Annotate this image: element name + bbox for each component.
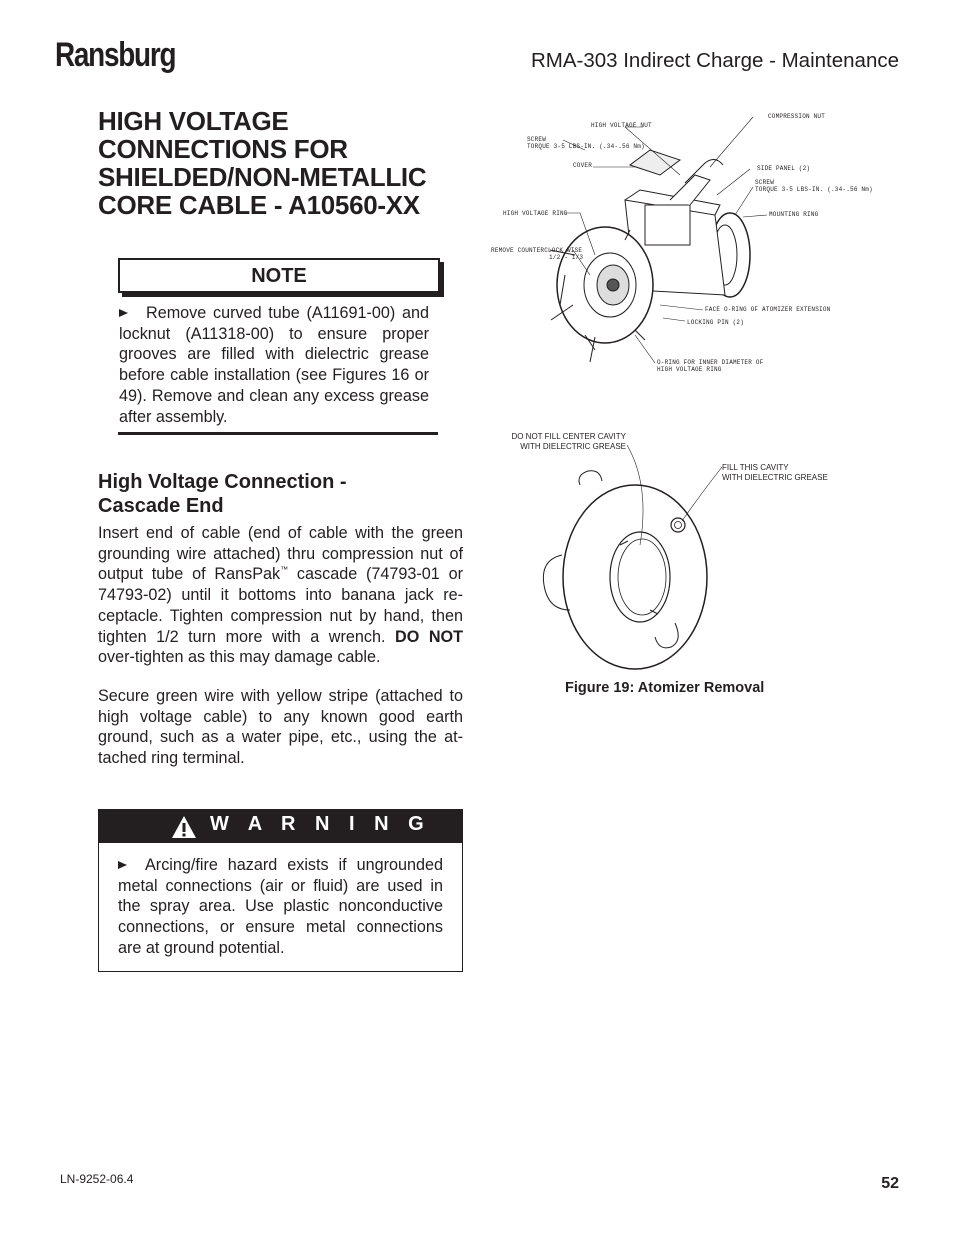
label-counterclockwise-amount: 1/2 - 1/3: [549, 254, 584, 261]
note-box: [118, 258, 440, 293]
bullet-arrow-icon: [118, 861, 127, 869]
atomizer-assembly-drawing: [485, 105, 873, 380]
warning-header: [99, 810, 462, 843]
figure-caption: Figure 19: Atomizer Removal: [565, 680, 765, 696]
warning-label: W A R N I N G: [210, 813, 431, 835]
document-number: LN-9252-06.4: [60, 1172, 134, 1186]
label-torque-2: TORQUE 3-5 LBS-IN. (.34-.56 Nm): [755, 186, 873, 193]
label-oring-inner-1: O-RING FOR INNER DIAMETER OF: [657, 359, 764, 366]
label-oring-inner-2: HIGH VOLTAGE RING: [657, 366, 722, 373]
brand-logo: Ransburg: [55, 36, 176, 74]
label-screw-1: SCREW: [527, 136, 547, 143]
document-title: RMA-303 Indirect Charge - Maintenance: [530, 49, 899, 72]
section-title: HIGH VOLTAGE CONNECTIONS FOR SHIELDED/NON-METALLIC CORE CABLE - A10560-XX: [98, 106, 427, 220]
note-label: NOTE: [251, 265, 307, 287]
label-fill-line-2: WITH DIELECTRIC GREASE: [722, 473, 828, 482]
ring-callout-labels: [511, 432, 827, 482]
para1-part-c: over-tighten as this may damage cable.: [98, 648, 381, 667]
label-mounting-ring: MOUNTING RING: [769, 211, 819, 218]
label-no-fill-line-2: WITH DIELECTRIC GREASE: [520, 442, 626, 451]
para1-part-b: cascade (74793-01 or 74793-02) until it bottoms into banana jack re-ceptacle. Tighten compression nut by hand, then tighten 1/2 turn more with a wrench.: [98, 565, 464, 646]
trademark-mark: ™: [280, 565, 289, 575]
warning-text: Arcing/fire hazard exists if ungrounded metal connections (air or fluid) are used in the spray area. Use plastic nonconductive connections, or ensure metal connections are at ground potential.: [118, 856, 443, 957]
label-screw-2: SCREW: [755, 179, 775, 186]
label-fill-line-1: FILL THIS CAVITY: [722, 463, 789, 472]
ring-cavity-drawing: [500, 425, 845, 670]
note-divider: [118, 432, 438, 435]
para1-part-a: Insert end of cable (end of cable with the green grounding wire attached) thru compression nut of output tube of RansPak: [98, 524, 463, 584]
warning-triangle-icon: [171, 815, 197, 839]
label-counterclockwise: REMOVE COUNTERCLOCK WISE: [491, 247, 583, 254]
note-text: Remove curved tube (A11691-00) and locknut (A11318-00) to ensure proper grooves are filled with dielectric grease before cable installation (see Figures 16 or 49). Remove and clean any excess grease after assembly.: [119, 304, 429, 426]
para1-emphasis: DO NOT: [395, 627, 463, 646]
label-face-oring: FACE O-RING OF ATOMIZER EXTENSION: [705, 306, 831, 313]
label-hv-nut: HIGH VOLTAGE NUT: [591, 122, 652, 129]
label-locking-pin: LOCKING PIN (2): [687, 319, 745, 326]
bullet-arrow-icon: [119, 309, 128, 317]
subsection-heading: High Voltage Connection - Cascade End: [98, 471, 347, 517]
paragraph-cable-insert: [98, 523, 463, 668]
note-text-block: [119, 303, 429, 427]
label-torque-1: TORQUE 3-5 LBS-IN. (.34-.56 Nm): [527, 143, 645, 150]
page-number: 52: [881, 1175, 899, 1192]
label-no-fill-line-1: DO NOT FILL CENTER CAVITY: [511, 432, 626, 441]
ring-illustration: [543, 471, 707, 669]
label-side-panel: SIDE PANEL (2): [757, 165, 811, 172]
label-cover: COVER: [573, 162, 593, 169]
paragraph-ground-wire: Secure green wire with yellow stripe (attached to high voltage cable) to any known good earth ground, such as a water pipe, etc., using the at-tached ring terminal.: [98, 687, 463, 768]
label-compression-nut: COMPRESSION NUT: [768, 113, 826, 120]
label-hv-ring: HIGH VOLTAGE RING: [503, 210, 568, 217]
warning-text-block: [118, 855, 443, 959]
warning-box: [98, 809, 463, 972]
